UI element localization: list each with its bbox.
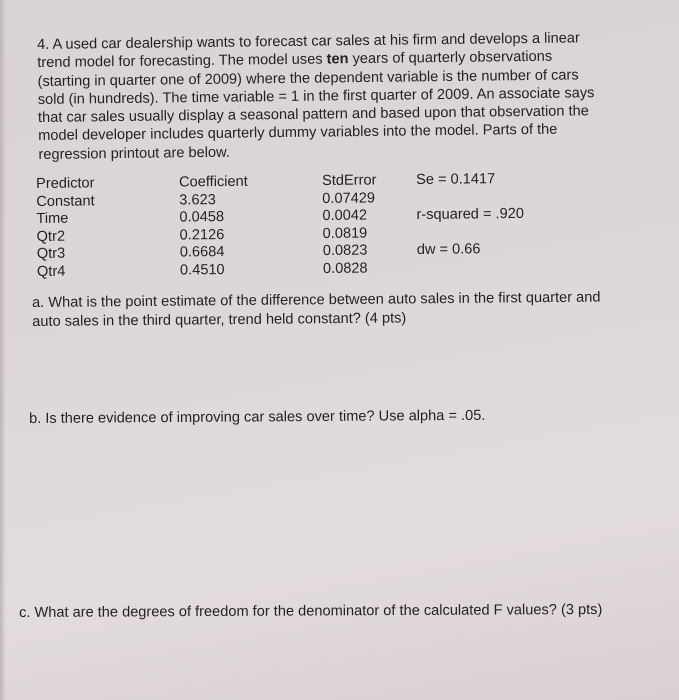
intro-line: sold (in hundreds). The time variable = 1 in the first quarter of 2009. An associate says — [37, 85, 595, 108]
stderror-cell: 0.0819 — [322, 225, 368, 242]
r-squared-stat: r-squared = .920 — [416, 205, 525, 224]
coefficient-header: Coefficient — [178, 173, 248, 191]
predictor-header: Predictor — [36, 175, 95, 192]
coefficient-cell: 0.4510 — [179, 261, 225, 279]
coefficient-cell: 0.0458 — [179, 209, 225, 226]
paper-edge-shadow — [0, 0, 6, 700]
part-c-line: c. What are the degrees of freedom for the denominator of the calculated F values? (3 pts) — [19, 601, 603, 621]
predictor-column — [36, 175, 96, 281]
coefficient-cell: 0.2126 — [179, 226, 225, 244]
intro-line-text: trend model for forecasting. The model uses — [37, 51, 327, 72]
part-b-question — [29, 407, 485, 429]
part-a-line: auto sales in the third quarter, trend held constant? (4 pts) — [32, 309, 407, 330]
predictor-cell: Constant — [36, 192, 95, 210]
predictor-cell: Qtr4 — [36, 263, 66, 280]
coefficient-cell: 0.6684 — [179, 244, 225, 261]
predictor-cell: Qtr3 — [36, 246, 66, 263]
intro-line: that car sales usually display a seasonal pattern and based upon that observation the — [37, 103, 589, 127]
part-a-line: a. What is the point estimate of the difference between auto sales in the first quarter and — [32, 289, 601, 311]
part-c-question — [19, 601, 602, 623]
question-4-intro — [37, 28, 659, 164]
standard-error-stat: Se = 0.1417 — [415, 171, 496, 189]
coefficient-cell: 3.623 — [179, 191, 216, 209]
stderror-cell: 0.0042 — [322, 207, 368, 225]
predictor-cell: Time — [36, 210, 69, 228]
durbin-watson-stat: dw = 0.66 — [416, 241, 481, 259]
stderror-cell: 0.07429 — [322, 190, 376, 207]
emphasis-ten: ten — [326, 51, 349, 68]
stderror-header: StdError — [321, 172, 377, 190]
coefficient-column — [179, 174, 249, 280]
intro-line: 4. A used car dealership wants to forecast car sales at his firm and develops a linear — [37, 30, 580, 53]
stderror-column — [322, 172, 377, 278]
part-a-question — [32, 289, 601, 331]
predictor-cell: Qtr2 — [36, 228, 66, 245]
intro-line: (starting in quarter one of 2009) where the dependent variable is the number of cars — [37, 66, 579, 90]
stderror-cell: 0.0823 — [322, 242, 368, 260]
regression-printout — [36, 170, 596, 280]
stderror-cell: 0.0828 — [322, 260, 368, 277]
part-b-line: b. Is there evidence of improving car sales over time? Use alpha = .05. — [29, 407, 486, 427]
intro-line: model developer includes quarterly dummy variables into the model. Parts of the — [38, 122, 558, 145]
intro-line: regression printout are below. — [38, 144, 230, 163]
intro-line-text: years of quarterly observations — [348, 49, 553, 68]
